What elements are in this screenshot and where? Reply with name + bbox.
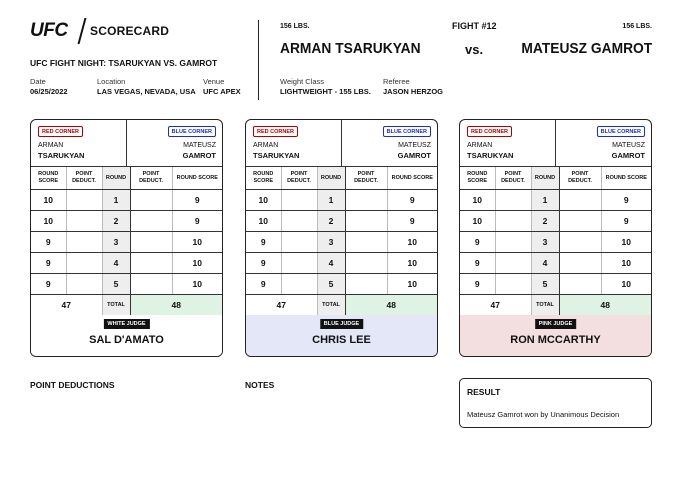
- red-first-name: ARMAN: [467, 142, 493, 149]
- round-number: 2: [531, 210, 559, 231]
- ufc-logo: UFC: [30, 20, 68, 41]
- total-row: [246, 294, 437, 315]
- red-round-score: 10: [31, 189, 66, 210]
- round-number: 2: [317, 210, 345, 231]
- round-row: [246, 210, 437, 231]
- red-point-deduct: [66, 189, 102, 210]
- round-row: [460, 231, 651, 252]
- red-point-deduct: [66, 231, 102, 252]
- blue-point-deduct: [559, 273, 601, 294]
- blue-round-score: 9: [387, 210, 437, 231]
- round-number: 2: [102, 210, 130, 231]
- blue-corner-name: [183, 141, 216, 161]
- round-row: [246, 189, 437, 210]
- red-point-deduct: [281, 273, 317, 294]
- round-number: 1: [531, 189, 559, 210]
- red-total: 47: [460, 294, 531, 315]
- round-row: [31, 210, 222, 231]
- header-blue-round-score: ROUND SCORE: [601, 167, 651, 189]
- red-round-score: 10: [31, 210, 66, 231]
- blue-point-deduct: [345, 273, 387, 294]
- red-point-deduct: [281, 189, 317, 210]
- red-last-name: TSARUKYAN: [253, 151, 300, 160]
- header-red-point-deduct: POINT DEDUCT.: [281, 167, 317, 189]
- score-table-header: [246, 167, 437, 189]
- header-red-point-deduct: POINT DEDUCT.: [495, 167, 531, 189]
- venue-label: Venue: [203, 77, 225, 86]
- blue-total: 48: [130, 294, 222, 315]
- fight-number: FIGHT #12: [452, 21, 497, 31]
- red-round-score: 9: [246, 231, 281, 252]
- round-row: [246, 273, 437, 294]
- red-round-score: 9: [246, 252, 281, 273]
- corner-divider: [126, 120, 127, 167]
- blue-round-score: 10: [387, 252, 437, 273]
- blue-corner-name: [398, 141, 431, 161]
- red-first-name: ARMAN: [253, 142, 279, 149]
- weight-class-label: Weight Class: [280, 77, 325, 86]
- red-fighter-weight: 156 LBS.: [280, 23, 310, 30]
- blue-round-score: 10: [172, 252, 222, 273]
- judge-footer: [31, 315, 222, 357]
- red-point-deduct: [495, 210, 531, 231]
- blue-corner-tag: BLUE CORNER: [383, 126, 431, 137]
- judge-name: RON MCCARTHY: [510, 334, 601, 346]
- red-total: 47: [31, 294, 102, 315]
- round-number: 1: [317, 189, 345, 210]
- date-value: 06/25/2022: [30, 87, 68, 96]
- total-row: [460, 294, 651, 315]
- blue-total: 48: [345, 294, 437, 315]
- round-row: [460, 252, 651, 273]
- date-label: Date: [30, 77, 46, 86]
- point-deductions-heading: POINT DEDUCTIONS: [30, 380, 115, 390]
- blue-point-deduct: [130, 189, 172, 210]
- blue-round-score: 10: [387, 231, 437, 252]
- red-fighter-name: ARMAN TSARUKYAN: [280, 40, 421, 57]
- versus-label: vs.: [465, 42, 484, 57]
- blue-point-deduct: [345, 189, 387, 210]
- red-round-score: 10: [246, 210, 281, 231]
- round-number: 4: [317, 252, 345, 273]
- round-number: 5: [102, 273, 130, 294]
- red-point-deduct: [281, 231, 317, 252]
- score-table: [460, 167, 651, 316]
- blue-last-name: GAMROT: [397, 151, 431, 160]
- red-point-deduct: [66, 210, 102, 231]
- red-last-name: TSARUKYAN: [38, 151, 85, 160]
- header-round: ROUND: [531, 167, 559, 189]
- round-row: [31, 231, 222, 252]
- round-row: [246, 231, 437, 252]
- corner-header: [460, 120, 651, 167]
- blue-point-deduct: [559, 231, 601, 252]
- blue-fighter-name: MATEUSZ GAMROT: [521, 40, 652, 57]
- red-point-deduct: [281, 252, 317, 273]
- round-row: [460, 273, 651, 294]
- blue-point-deduct: [345, 231, 387, 252]
- red-round-score: 9: [246, 273, 281, 294]
- red-round-score: 9: [31, 273, 66, 294]
- blue-round-score: 10: [172, 273, 222, 294]
- result-title: RESULT: [467, 387, 501, 397]
- header-blue-round-score: ROUND SCORE: [172, 167, 222, 189]
- blue-corner-tag: BLUE CORNER: [168, 126, 216, 137]
- header-blue-point-deduct: POINT DEDUCT.: [345, 167, 387, 189]
- round-number: 1: [102, 189, 130, 210]
- blue-point-deduct: [130, 273, 172, 294]
- judge-tag: WHITE JUDGE: [103, 319, 149, 329]
- blue-total: 48: [559, 294, 651, 315]
- red-round-score: 9: [31, 231, 66, 252]
- blue-round-score: 10: [172, 231, 222, 252]
- blue-round-score: 10: [601, 252, 651, 273]
- referee-value: JASON HERZOG: [383, 87, 444, 96]
- blue-fighter-weight: 156 LBS.: [622, 23, 652, 30]
- red-corner-tag: RED CORNER: [467, 126, 512, 137]
- blue-point-deduct: [130, 252, 172, 273]
- red-point-deduct: [66, 252, 102, 273]
- blue-round-score: 9: [601, 210, 651, 231]
- red-round-score: 9: [460, 252, 495, 273]
- blue-first-name: MATEUSZ: [183, 142, 216, 149]
- total-label: TOTAL: [317, 294, 345, 315]
- blue-round-score: 9: [387, 189, 437, 210]
- red-point-deduct: [495, 189, 531, 210]
- round-row: [31, 273, 222, 294]
- referee-label: Referee: [383, 77, 410, 86]
- red-round-score: 9: [460, 231, 495, 252]
- blue-point-deduct: [345, 210, 387, 231]
- red-round-score: 9: [460, 273, 495, 294]
- blue-point-deduct: [130, 231, 172, 252]
- total-row: [31, 294, 222, 315]
- blue-corner-tag: BLUE CORNER: [597, 126, 645, 137]
- judge-scorecard-2: [245, 119, 438, 357]
- round-number: 5: [317, 273, 345, 294]
- location-label: Location: [97, 77, 126, 86]
- red-point-deduct: [495, 231, 531, 252]
- round-row: [460, 210, 651, 231]
- location-value: LAS VEGAS, NEVADA, USA: [97, 87, 196, 96]
- scorecard-title: SCORECARD: [90, 24, 170, 38]
- judge-tag: BLUE JUDGE: [320, 319, 363, 329]
- result-text: Mateusz Gamrot won by Unanimous Decision: [467, 410, 620, 419]
- header-round: ROUND: [317, 167, 345, 189]
- blue-round-score: 10: [601, 231, 651, 252]
- round-number: 5: [531, 273, 559, 294]
- red-last-name: TSARUKYAN: [467, 151, 514, 160]
- result-box: [459, 378, 652, 428]
- corner-divider: [341, 120, 342, 167]
- header-blue-round-score: ROUND SCORE: [387, 167, 437, 189]
- blue-last-name: GAMROT: [611, 151, 645, 160]
- event-name: UFC FIGHT NIGHT: TSARUKYAN VS. GAMROT: [30, 58, 218, 68]
- judge-footer: [460, 315, 651, 357]
- judge-scorecard-3: [459, 119, 652, 357]
- corner-divider: [555, 120, 556, 167]
- round-row: [460, 189, 651, 210]
- round-row: [31, 189, 222, 210]
- blue-round-score: 10: [387, 273, 437, 294]
- red-round-score: 10: [246, 189, 281, 210]
- venue-value: UFC APEX: [203, 87, 241, 96]
- red-point-deduct: [495, 273, 531, 294]
- red-corner-tag: RED CORNER: [38, 126, 83, 137]
- header-round: ROUND: [102, 167, 130, 189]
- blue-corner-name: [612, 141, 645, 161]
- round-number: 3: [102, 231, 130, 252]
- blue-point-deduct: [559, 189, 601, 210]
- red-corner-tag: RED CORNER: [253, 126, 298, 137]
- judge-footer: [246, 315, 437, 357]
- header-red-round-score: ROUND SCORE: [246, 167, 281, 189]
- score-table: [31, 167, 222, 316]
- red-round-score: 9: [31, 252, 66, 273]
- header-blue-point-deduct: POINT DEDUCT.: [130, 167, 172, 189]
- header-red-round-score: ROUND SCORE: [31, 167, 66, 189]
- round-number: 4: [531, 252, 559, 273]
- blue-first-name: MATEUSZ: [612, 142, 645, 149]
- header-blue-point-deduct: POINT DEDUCT.: [559, 167, 601, 189]
- blue-first-name: MATEUSZ: [398, 142, 431, 149]
- round-number: 4: [102, 252, 130, 273]
- round-number: 3: [317, 231, 345, 252]
- red-total: 47: [246, 294, 317, 315]
- blue-point-deduct: [130, 210, 172, 231]
- round-row: [246, 252, 437, 273]
- corner-header: [246, 120, 437, 167]
- red-point-deduct: [281, 210, 317, 231]
- weight-class-value: LIGHTWEIGHT - 155 LBS.: [280, 87, 371, 96]
- red-round-score: 10: [460, 210, 495, 231]
- score-table: [246, 167, 437, 316]
- total-label: TOTAL: [531, 294, 559, 315]
- notes-heading: NOTES: [245, 380, 275, 390]
- judge-name: CHRIS LEE: [312, 334, 371, 346]
- round-number: 3: [531, 231, 559, 252]
- logo-divider: [78, 18, 86, 44]
- red-round-score: 10: [460, 189, 495, 210]
- red-first-name: ARMAN: [38, 142, 64, 149]
- judge-name: SAL D'AMATO: [89, 334, 164, 346]
- blue-round-score: 9: [601, 189, 651, 210]
- red-point-deduct: [66, 273, 102, 294]
- score-table-header: [31, 167, 222, 189]
- judge-scorecard-1: [30, 119, 223, 357]
- red-corner-name: [467, 141, 513, 161]
- corner-header: [31, 120, 222, 167]
- header-red-round-score: ROUND SCORE: [460, 167, 495, 189]
- blue-round-score: 9: [172, 189, 222, 210]
- red-corner-name: [253, 141, 299, 161]
- red-point-deduct: [495, 252, 531, 273]
- blue-round-score: 10: [601, 273, 651, 294]
- blue-round-score: 9: [172, 210, 222, 231]
- header-divider: [258, 20, 259, 100]
- blue-point-deduct: [559, 252, 601, 273]
- blue-last-name: GAMROT: [182, 151, 216, 160]
- total-label: TOTAL: [102, 294, 130, 315]
- red-corner-name: [38, 141, 84, 161]
- blue-point-deduct: [559, 210, 601, 231]
- judge-tag: PINK JUDGE: [535, 319, 577, 329]
- round-row: [31, 252, 222, 273]
- score-table-header: [460, 167, 651, 189]
- blue-point-deduct: [345, 252, 387, 273]
- header-red-point-deduct: POINT DEDUCT.: [66, 167, 102, 189]
